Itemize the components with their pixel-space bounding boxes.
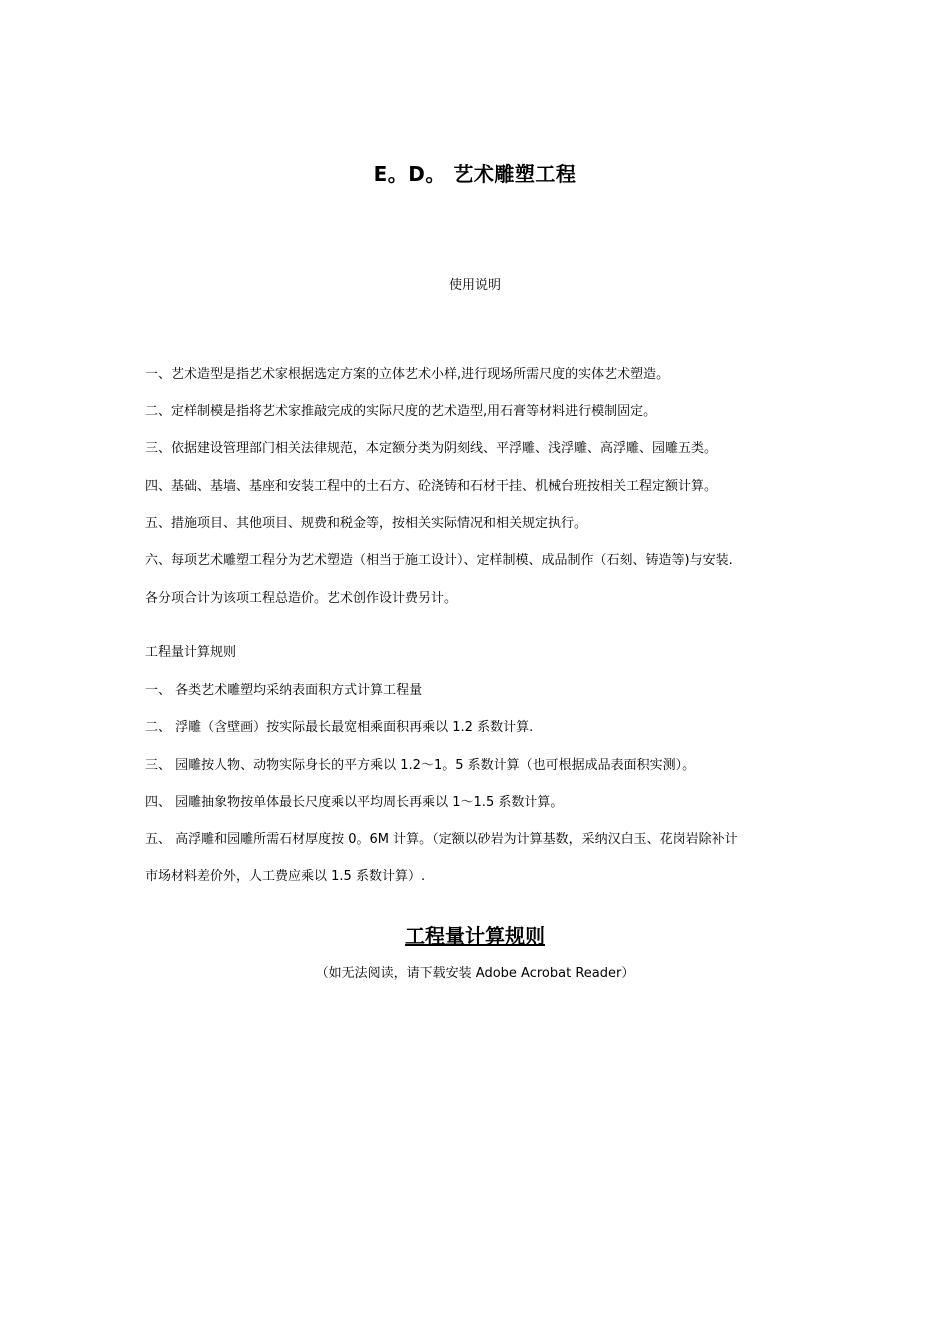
rules-item-4: 四、 园雕抽象物按单体最长尺度乘以平均周长再乘以 1～1.5 系数计算。 [145, 795, 564, 810]
usage-item-1: 一、艺术造型是指艺术家根据选定方案的立体艺术小样,进行现场所需尺度的实体艺术塑造。 [145, 367, 670, 382]
document-title: E。D。 艺术雕塑工程 [373, 162, 577, 186]
rules-item-2: 二、 浮雕（含壁画）按实际最长最宽相乘面积再乘以 1.2 系数计算. [145, 720, 534, 735]
rules-item-5-continued: 市场材料差价外，人工费应乘以 1.5 系数计算）. [145, 869, 426, 884]
usage-item-2: 二、定样制模是指将艺术家推敲完成的实际尺度的艺术造型,用石膏等材料进行模制固定。 [145, 404, 657, 419]
rules-link[interactable]: 工程量计算规则 [405, 924, 545, 948]
usage-item-6-continued: 各分项合计为该项工程总造价。艺术创作设计费另计。 [145, 591, 458, 606]
rules-item-1: 一、 各类艺术雕塑均采纳表面积方式计算工程量 [145, 683, 423, 698]
reader-note: （如无法阅读，请下载安装 Adobe Acrobat Reader） [315, 966, 635, 981]
rules-item-5: 五、 高浮雕和园雕所需石材厚度按 0。6M 计算。（定额以砂岩为计算基数，采纳汉白玉、花岗岩除补计 [145, 832, 738, 847]
rules-link-container [0, 920, 950, 949]
usage-item-5: 五、措施项目、其他项目、规费和税金等，按相关实际情况和相关规定执行。 [145, 516, 588, 531]
rules-item-3: 三、 园雕按人物、动物实际身长的平方乘以 1.2～1。5 系数计算（也可根据成品表面积实测）。 [145, 758, 696, 773]
usage-subtitle: 使用说明 [448, 278, 501, 293]
usage-item-4: 四、基础、基墙、基座和安装工程中的土石方、砼浇铸和石材干挂、机械台班按相关工程定额计算。 [145, 479, 718, 494]
usage-item-3: 三、依据建设管理部门相关法律规范，本定额分类为阴刻线、平浮雕、浅浮雕、高浮雕、园雕五类。 [145, 441, 718, 456]
rules-heading: 工程量计算规则 [145, 645, 237, 660]
usage-item-6: 六、每项艺术雕塑工程分为艺术塑造（相当于施工设计）、定样制模、成品制作（石刻、铸造等)与安装. [145, 553, 733, 568]
